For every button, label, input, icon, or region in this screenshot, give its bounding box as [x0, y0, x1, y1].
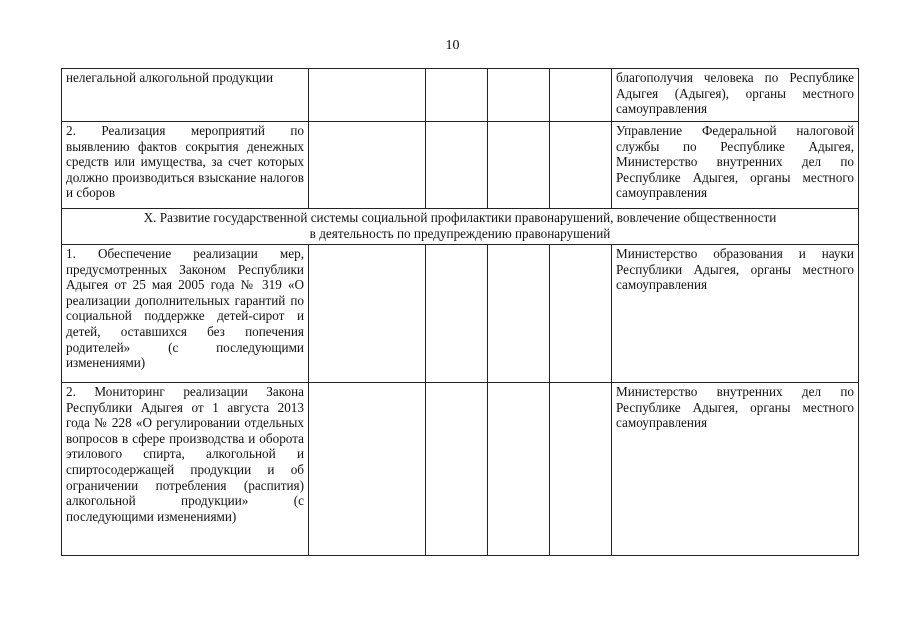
empty-cell	[488, 69, 550, 122]
section-heading-line: в деятельность по предупреждению правонарушений	[309, 225, 611, 241]
responsible-cell: Управление Федеральной налоговой службы по Республике Адыгея, Министерство внутренних дел по Республике Адыгея, органы местного самоуправления	[612, 122, 859, 209]
activity-cell: 2. Мониторинг реализации Закона Республики Адыгея от 1 августа 2013 года № 228 «О регулировании отдельных вопросов в сфере производства и оборота этилового спирта, алкогольной и спиртосодержащей продукции и об ограничении потребления (распития) алкогольной продукции» (с последующими изменениями)	[62, 383, 309, 556]
empty-cell	[488, 122, 550, 209]
section-header-row	[62, 209, 859, 245]
empty-cell	[426, 245, 488, 383]
empty-cell	[309, 383, 426, 556]
empty-cell	[550, 69, 612, 122]
table-row	[62, 69, 859, 122]
empty-cell	[426, 383, 488, 556]
table-row	[62, 245, 859, 383]
measures-table	[61, 68, 859, 556]
activity-cell: нелегальной алкогольной продукции	[62, 69, 309, 122]
empty-cell	[309, 245, 426, 383]
empty-cell	[309, 69, 426, 122]
empty-cell	[488, 245, 550, 383]
empty-cell	[426, 69, 488, 122]
activity-cell: 1. Обеспечение реализации мер, предусмотренных Законом Республики Адыгея от 25 мая 2005 года № 319 «О реализации дополнительных гарантий по социальной поддержке детей-сирот и детей, оставшихся без попечения родителей» (с последующими изменениями)	[62, 245, 309, 383]
table-row	[62, 122, 859, 209]
page-number: 10	[445, 38, 460, 53]
responsible-cell: благополучия человека по Республике Адыгея (Адыгея), органы местного самоуправления	[612, 69, 859, 122]
empty-cell	[550, 383, 612, 556]
responsible-cell: Министерство внутренних дел по Республике Адыгея, органы местного самоуправления	[612, 383, 859, 556]
section-heading	[62, 209, 859, 245]
empty-cell	[550, 122, 612, 209]
responsible-cell: Министерство образования и науки Республики Адыгея, органы местного самоуправления	[612, 245, 859, 383]
empty-cell	[309, 122, 426, 209]
empty-cell	[550, 245, 612, 383]
empty-cell	[426, 122, 488, 209]
empty-cell	[488, 383, 550, 556]
table-row	[62, 383, 859, 556]
activity-cell: 2. Реализация мероприятий по выявлению фактов сокрытия денежных средств или имущества, за счет которых должно производиться взыскание налогов и сборов	[62, 122, 309, 209]
section-heading-line: X. Развитие государственной системы социальной профилактики правонарушений, вовлечение общественности	[143, 210, 777, 225]
